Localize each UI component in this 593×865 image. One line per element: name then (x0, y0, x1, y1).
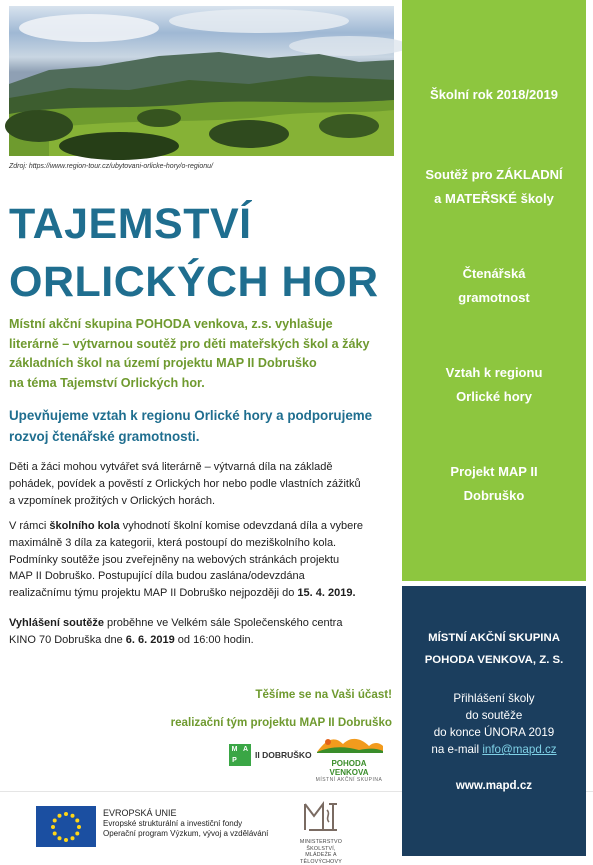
landscape-photo (9, 6, 394, 156)
map-logo-text: II DOBRUŠKO (255, 750, 312, 760)
pohoda-logo-subtitle: MÍSTNÍ AKČNÍ SKUPINA (315, 777, 383, 783)
sidebar-line: Čtenářská (462, 266, 526, 281)
pohoda-venkova-logo (313, 734, 385, 783)
title-line: ORLICKÝCH HOR (9, 258, 379, 306)
info-line: do konce ÚNORA 2019 (433, 726, 555, 739)
text-run: vyhodnotí školní komise odevzdaná díla a vybere (119, 520, 364, 532)
text-line: maximálně 3 díla za kategorii, která postoupí do meziškolního kola. (9, 536, 337, 549)
msmt-line: MLÁDEŽE A TĚLOVÝCHOVY (300, 852, 342, 865)
sidebar-line: Školní rok 2018/2019 (430, 87, 558, 102)
text-run: od 16:00 hodin. (174, 633, 254, 646)
rules-paragraph (9, 518, 392, 602)
text-line: pohádek, povídek a pověstí z Orlických hor nebo podle vlastních zážitků (9, 477, 361, 490)
text-line: Děti a žáci mohou vytvářet svá literárně – výtvarná díla na základě (9, 461, 333, 473)
logo-letter: A (242, 746, 249, 753)
text-line: Podmínky soutěže jsou zveřejněny na webových stránkách projektu (9, 553, 340, 566)
email-link[interactable]: info@mapd.cz (482, 743, 557, 756)
text-line: rozvoj čtenářské gramotnosti. (9, 428, 200, 444)
title-line: TAJEMSTVÍ (9, 200, 252, 248)
eu-stars-icon (36, 806, 96, 847)
sidebar-line: Orlické hory (456, 389, 532, 404)
announcement-emphasis: Vyhlášení soutěže (9, 617, 104, 629)
logo-letter: M (231, 746, 238, 753)
text-line: základních škol na území projektu MAP II Dobruško (9, 356, 317, 370)
poster-title (9, 195, 394, 311)
map-logo-box (229, 744, 251, 766)
map-dobrusko-logo (229, 744, 312, 766)
sidebar-line: Projekt MAP II (450, 464, 538, 479)
text-run: KINO 70 Dobruška dne (9, 633, 126, 646)
text-line: Upevňujeme vztah k regionu Orlické hory a podporujeme (9, 408, 373, 423)
eu-title: EVROPSKÁ UNIE (103, 808, 177, 818)
msmt-logo (285, 800, 357, 865)
eu-funds-line: Evropské strukturální a investiční fondy (103, 818, 243, 828)
sidebar-line: Dobruško (463, 488, 525, 503)
announcement-paragraph (9, 615, 392, 649)
highlight-paragraph (9, 406, 392, 447)
school-round-emphasis: školního kola (49, 520, 120, 532)
info-line: do soutěže (465, 709, 523, 722)
pohoda-hills-icon (313, 734, 385, 754)
organizer-line: MÍSTNÍ AKČNÍ SKUPINA (428, 632, 560, 644)
sidebar-school-year (402, 83, 586, 107)
organizer-name (402, 627, 586, 671)
organizer-line: POHODA VENKOVA, Z. S. (424, 654, 564, 666)
sidebar-literacy (402, 262, 586, 310)
sidebar-line: Soutěž pro ZÁKLADNÍ (425, 167, 563, 182)
sidebar-project (402, 460, 586, 508)
text-run: proběhne ve Velkém sále Společenského centra (103, 617, 343, 629)
msmt-line: MINISTERSTVO ŠKOLSTVÍ, (299, 839, 343, 852)
landscape-illustration (9, 6, 394, 156)
text-line (9, 585, 392, 602)
deadline-date: 15. 4. 2019. (297, 587, 356, 600)
signature-greeting: Těšíme se na Vaši účast! (255, 688, 392, 701)
info-line (402, 741, 586, 758)
sidebar-highlights (402, 0, 586, 581)
sidebar-line: Vztah k regionu (445, 365, 543, 380)
text-line: na téma Tajemství Orlických hor. (9, 375, 205, 390)
description-paragraph (9, 459, 392, 509)
eu-flag-icon (36, 806, 96, 847)
eu-programme-line: Operační program Výzkum, vývoj a vzdělávání (103, 829, 269, 838)
sidebar-competition-target (402, 163, 586, 211)
event-date: 6. 6. 2019 (125, 633, 175, 646)
website-link[interactable]: www.mapd.cz (455, 779, 533, 792)
logo-letter (240, 755, 251, 766)
text-line (9, 632, 392, 649)
logo-letter: P (232, 757, 237, 764)
text-line (9, 615, 392, 632)
email-prefix: na e-mail (431, 743, 483, 756)
text-line: literárně – výtvarnou soutěž pro děti mateřských škol a žáky (9, 336, 370, 351)
sidebar-line: gramotnost (458, 290, 530, 305)
info-line: Přihlášení školy (453, 692, 535, 705)
intro-paragraph (9, 315, 392, 393)
text-line (9, 518, 392, 535)
contact-box (402, 586, 586, 856)
text-run: V rámci (9, 520, 50, 532)
text-line: Místní akční skupina POHODA venkova, z.s. vyhlašuje (9, 317, 333, 331)
signature-team: realizační tým projektu MAP II Dobruško (170, 716, 392, 729)
sidebar-region (402, 361, 586, 409)
registration-info (402, 690, 586, 758)
sidebar-line: a MATEŘSKÉ školy (434, 191, 554, 206)
msmt-emblem-icon (301, 800, 341, 834)
photo-caption: Zdroj: https://www.region-tour.cz/ubytovani-orlicke-hory/o-regionu/ (9, 163, 213, 170)
text-line: a vzpomínek prožitých v Orlických horách. (9, 494, 216, 507)
text-run: realizačnímu týmu projektu MAP II Dobruško nejpozději do (9, 587, 298, 600)
pohoda-logo-name: POHODA VENKOVA (329, 759, 369, 777)
text-line: MAP II Dobruško. Postupující díla budou zaslána/odevzdána (9, 570, 305, 583)
eu-funding-text (103, 808, 268, 840)
